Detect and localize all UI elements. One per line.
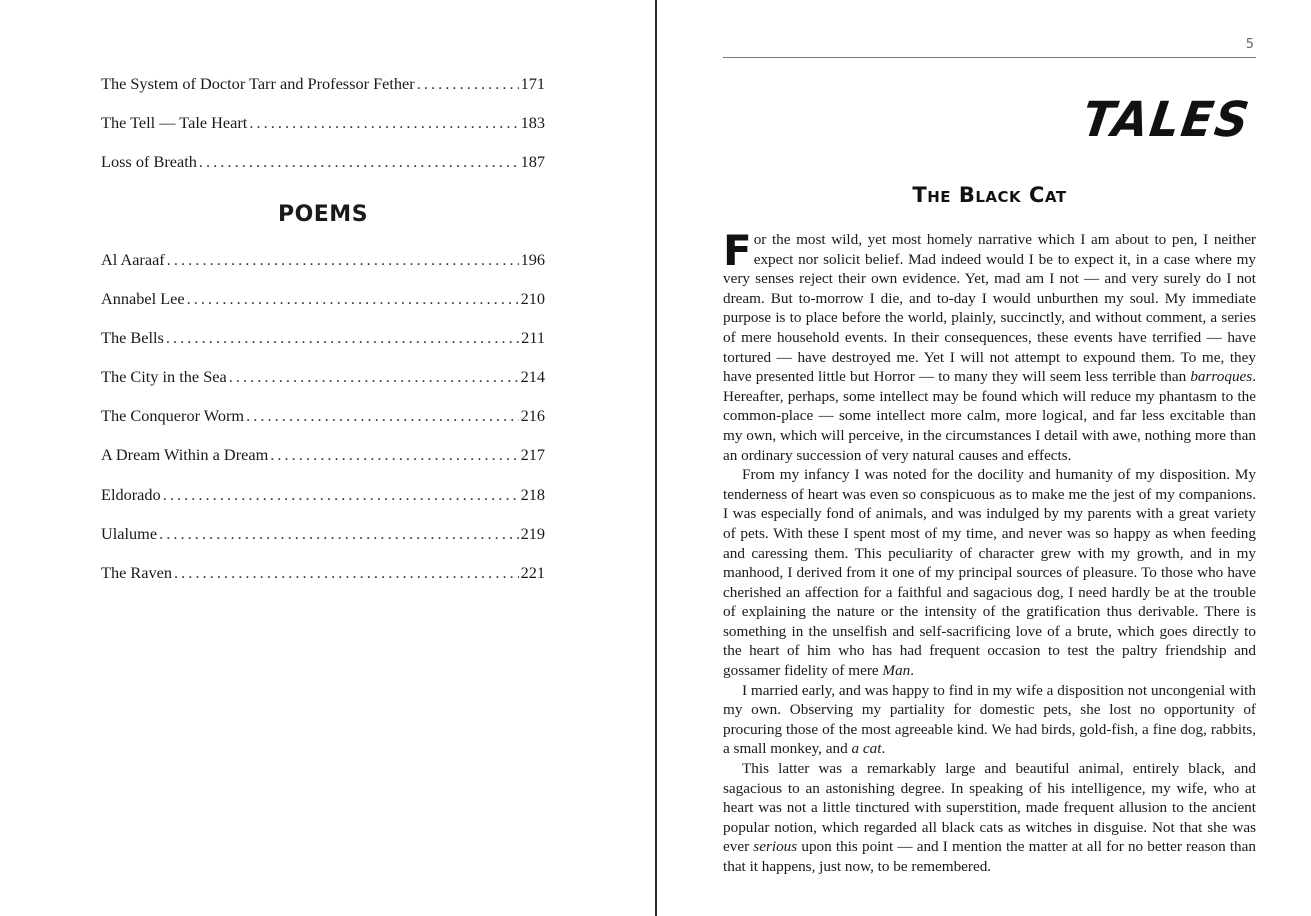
toc-entry-title: The Tell — Tale Heart (101, 113, 248, 133)
toc-entry[interactable] (101, 151, 545, 190)
toc-entry-page: 211 (521, 328, 545, 348)
italic-word: serious (753, 838, 798, 856)
toc-entry-title: Eldorado (101, 484, 161, 504)
toc-poems-list (101, 249, 545, 601)
toc-leader-dots (270, 444, 518, 466)
paragraph-text: . (881, 740, 886, 758)
toc-tales-list (101, 73, 545, 190)
toc-entry-page: 217 (520, 445, 545, 465)
toc-leader-dots (159, 523, 519, 545)
toc-entry-page: 187 (520, 152, 545, 172)
paragraph-text: or the most wild, yet most homely narrative which I am about to pen, I neither expect nor solicit belief. Mad indeed would I be to expect it, in a case where my very senses reject their own evidence. Yet, mad am I not — and very surely do I not dream. But to-morrow I die, and to-day I would unburthen my soul. My immediate purpose is to place before the world, plainly, succinctly, and without comment, a series of mere household events. In their consequences, these events have terrified — have tortured — have destroyed me. Yet I will not attempt to expound them. To me, they have presented little but Horror — to many they will seem less terrible than (723, 231, 1256, 386)
paragraph-text: This latter was a remarkably large and beautiful animal, entirely black, and sagacious to an astonishing degree. In speaking of his intelligence, my wife, who at heart was not a little tinctured with superstition, made frequent allusion to the ancient popular notion, which regarded all black cats as witches in disguise. Not that she was ever (723, 760, 1256, 856)
right-page (657, 0, 1311, 916)
toc-leader-dots (417, 73, 519, 95)
toc-entry-page: 183 (520, 113, 545, 133)
toc-entry-page: 214 (520, 367, 545, 387)
toc-entry[interactable] (101, 484, 545, 523)
toc-leader-dots (229, 366, 519, 388)
toc-leader-dots (166, 327, 519, 349)
toc-leader-dots (187, 288, 519, 310)
toc-leader-dots (246, 405, 518, 427)
section-title: TALES (1079, 90, 1255, 148)
toc-entry[interactable] (101, 112, 545, 151)
story-body (723, 226, 1256, 877)
header-rule (723, 57, 1256, 58)
toc-entry[interactable] (101, 288, 545, 327)
story-paragraph (723, 226, 1256, 465)
toc-entry-title: The City in the Sea (101, 367, 227, 387)
story-paragraph (723, 681, 1256, 759)
toc-entry-page: 216 (520, 406, 545, 426)
toc-entry[interactable] (101, 249, 545, 288)
toc-entry-title: The Raven (101, 562, 172, 582)
italic-word: Man (882, 662, 911, 680)
toc-entry-page: 219 (520, 523, 545, 543)
italic-word: barroques (1190, 368, 1253, 386)
paragraph-text: From my infancy I was noted for the docility and humanity of my disposition. My tenderness of heart was even so conspicuous as to make me the jest of my companions. I was especially fond of animals, and was indulged by my parents with a great variety of pets. With these I spent most of my time, and never was so happy as when feeding and caressing them. This peculiarity of character grew with my growth, and in my manhood, I derived from it one of my principal sources of pleasure. To those who have cherished an affection for a faithful and sagacious dog, I need hardly be at the trouble of explaining the nature or the intensity of the gratification thus derivable. There is something in the unselfish and self-sacrificing love of a brute, which goes directly to the heart of him who has had frequent occasion to test the paltry friendship and gossamer fidelity of mere (723, 466, 1256, 680)
poems-heading: POEMS (277, 202, 369, 227)
toc-entry[interactable] (101, 444, 545, 483)
toc-entry[interactable] (101, 73, 545, 112)
toc-entry-title: The System of Doctor Tarr and Professor Fether (101, 74, 415, 93)
toc-entry-page: 171 (520, 74, 545, 93)
paragraph-text: . (910, 662, 915, 680)
toc-entry-title: The Bells (101, 328, 164, 348)
toc-entry-title: A Dream Within a Dream (101, 445, 269, 465)
toc-entry-page: 221 (520, 562, 545, 582)
story-paragraph (723, 759, 1256, 877)
toc-entry-title: Annabel Lee (101, 289, 185, 309)
paragraph-text: upon this point — and I mention the matter at all for no better reason than that it happens, just now, to be remembered. (723, 838, 1256, 875)
toc-entry-page: 218 (520, 484, 545, 504)
story-paragraph (723, 465, 1256, 681)
drop-cap: F (723, 226, 752, 275)
toc-entry[interactable] (101, 405, 545, 444)
paragraph-text: I married early, and was happy to find in my wife a disposition not uncongenial with my own. Observing my partiality for domestic pets, she lost no opportunity of procuring those of the most agreeable kind. We had birds, gold-fish, a fine dog, rabbits, a small monkey, and (723, 681, 1256, 758)
page-number: 5 (1245, 37, 1254, 52)
toc-entry-title: Al Aaraaf (101, 250, 165, 269)
toc-entry-title: The Conqueror Worm (101, 406, 245, 426)
toc-leader-dots (199, 151, 519, 173)
toc-leader-dots (174, 562, 519, 584)
italic-word: a cat (851, 740, 882, 758)
toc-entry[interactable] (101, 562, 545, 601)
story-title: The Black Cat (912, 183, 1067, 207)
toc-leader-dots (163, 484, 519, 506)
toc-entry-title: Loss of Breath (101, 152, 197, 172)
toc-leader-dots (249, 112, 518, 134)
toc-entry[interactable] (101, 366, 545, 405)
toc-leader-dots (167, 249, 519, 271)
toc-entry-title: Ulalume (101, 523, 158, 543)
paragraph-text: . Hereafter, perhaps, some intellect may be found which will reduce my phantasm to the common-place — some intellect more calm, more logical, and far less excitable than my own, which will perceive, in the circumstances I detail with awe, nothing more than an ordinary succession of very natural causes and effects. (723, 368, 1256, 464)
toc-entry[interactable] (101, 327, 545, 366)
toc-entry-page: 210 (520, 289, 545, 309)
left-page (0, 0, 655, 916)
toc-entry[interactable] (101, 523, 545, 562)
toc-entry-page: 196 (520, 250, 545, 269)
